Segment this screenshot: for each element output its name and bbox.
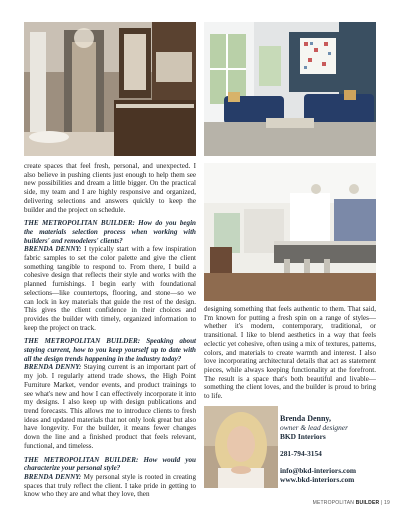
bio-spacer-2 [280, 458, 376, 466]
website-link[interactable]: www.bkd-interiors.com [280, 475, 355, 484]
bathroom-photo [24, 22, 196, 156]
bio-text [280, 414, 376, 484]
intro-paragraph: create spaces that feel fresh, personal, and unexpected. I also believe in pushing clients just enough to help them see new possibilities and dream a little bigger. On the practical side, my team and I are highly responsive and organized, delivering selections and answers quickly to keep the builder and the project on schedule. [24, 162, 196, 214]
answer-1-speaker: BRENDA DENNY: [24, 245, 82, 254]
question-3-text: THE METROPOLITAN BUILDER: How would you characterize your personal style? [24, 455, 196, 473]
right-column-paragraph: designing something that feels authentic to them. That said, I'm known for putting a fresh spin on a range of styles— whether it's modern, contemporary, traditional, or transitional. I like to blend aesthetics in a way that feels eclectic yet cohesive, often using a mix of textures, patterns, colors, and materials to create warmth and interest. I also love incorporating architectural details that act as statement pieces, while always keeping functionality at the forefront. The result is a space that's both beautiful and livable—something the client loves, and the builder is proud to bring to life. [204, 305, 376, 401]
bio-box [204, 406, 376, 488]
designer-name: Brenda Denny, [280, 414, 331, 423]
question-1-text: THE METROPOLITAN BUILDER: How do you begin the materials selection process when working with builders' and remodelers' clients? [24, 219, 196, 245]
answer-3-speaker: BRENDA DENNY: [24, 472, 82, 481]
question-3 [24, 456, 196, 473]
designer-portrait [204, 406, 278, 488]
answer-1-text: I typically start with a few inspiration fabric samples to set the color palette and give the client something tangible to respond to. From there, I build a cohesive design that reflects their style and works with the planned furnishings. I begin early with foundational selections—like countertops, flooring, and stone—so we can lock in key materials that guide the rest of the design. This gives the client confidence in their choices and provides the builder with timely, organized information to keep the project on track. [24, 245, 196, 332]
left-column [24, 162, 196, 504]
page-footer [313, 500, 390, 506]
answer-3-text: My personal style is rooted in creating spaces that truly reflect the client. I take pride in getting to know who they are and what they love, then [24, 472, 196, 499]
bio-spacer [280, 441, 376, 449]
phone-number: 281-794-3154 [280, 449, 322, 458]
question-2 [24, 337, 196, 363]
email-address[interactable]: info@bkd-interiors.com [280, 466, 357, 475]
kitchen-photo [204, 163, 376, 301]
designer-role: owner & lead designer [280, 423, 348, 432]
answer-3 [24, 473, 196, 499]
footer-magazine: METROPOLITAN [312, 500, 355, 506]
living-room-photo [204, 22, 376, 156]
question-2-text: THE METROPOLITAN BUILDER: Speaking about staying current, how to you keep yourself up to date with all the design trends happening in the industry today? [24, 337, 196, 363]
answer-2 [24, 363, 196, 450]
answer-2-speaker: BRENDA DENNY: [24, 363, 82, 372]
footer-divider: | [380, 500, 383, 506]
page-number: 19 [384, 500, 390, 506]
question-1 [24, 219, 196, 245]
company-name: BKD Interiors [280, 432, 326, 441]
answer-2-text: Staying current is an important part of my job. I regularly attend trade shows, the High Point Furniture Market, vendor events, and product trainings to see what's new and how I can effectively incorporate it into my designs. I also keep up with design publications and trend forecasts. This allows me to introduce clients to fresh ideas and updated materials that not only look great but also have longevity. For the builder, it means fewer changes down the line and a finished product that feels relevant, functional, and timeless. [24, 363, 196, 450]
footer-section: BUILDER [355, 500, 380, 506]
answer-1 [24, 245, 196, 332]
right-column [204, 305, 376, 406]
